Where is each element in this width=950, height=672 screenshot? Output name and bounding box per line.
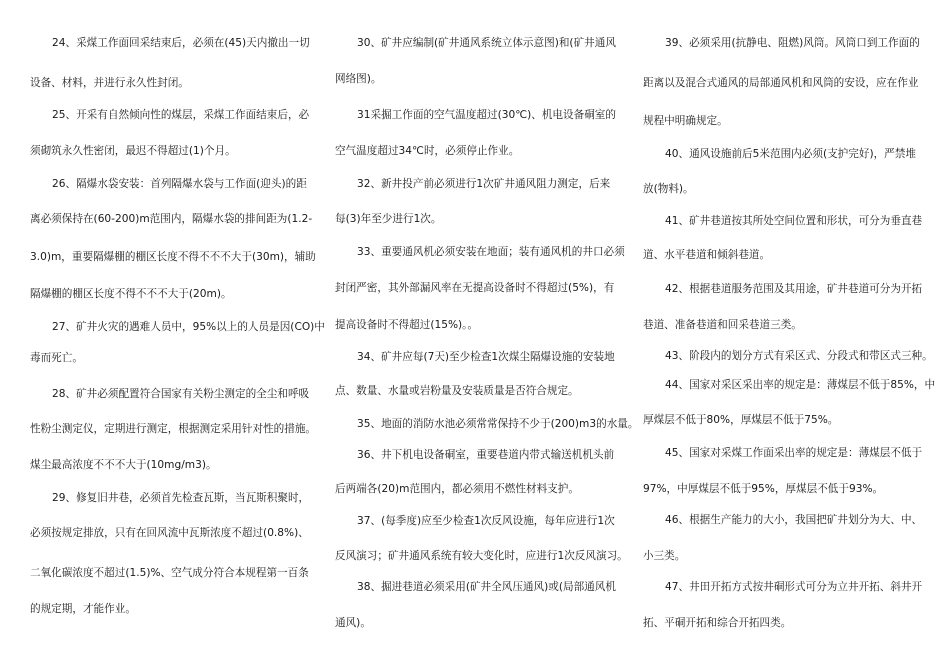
text-line: 后两端各(20)m范围内，都必须用不燃性材料支护。 [335,483,579,495]
text-line: 规程中明确规定。 [643,115,728,127]
text-line: 3.0)m，重要隔爆棚的棚区长度不得不不不大于(30m)，辅助 [30,251,316,263]
text-line: 43、阶段内的划分方式有采区式、分段式和带区式三种。 [665,350,933,362]
text-line: 必须按规定排放，只有在回风流中瓦斯浓度不超过(0.8%)、 [30,527,309,539]
text-line: 30、矿井应编制(矿井通风系统立体示意图)和(矿井通风 [357,37,616,49]
text-line: 点、数量、水量或岩粉量及安装质量是否符合规定。 [335,385,579,397]
text-line: 45、国家对采煤工作面采出率的规定是：薄煤层不低于 [665,447,923,459]
text-line: 须砌筑永久性密闭，最迟不得超过(1)个月。 [30,145,236,157]
text-line: 32、新井投产前必须进行1次矿井通风阻力测定，后来 [357,178,611,190]
text-line: 设备、材料，并进行永久性封闭。 [30,77,189,89]
text-line: 的规定期，才能作业。 [30,603,136,615]
text-line: 42、根据巷道服务范围及其用途，矿井巷道可分为开拓 [665,283,923,295]
text-line: 提高设备时不得超过(15%)。。 [335,319,479,331]
text-line: 28、矿井必须配置符合国家有关粉尘测定的全尘和呼吸 [52,388,310,400]
text-line: 41、矿井巷道按其所处空间位置和形状，可分为垂直巷 [665,215,923,227]
text-line: 44、国家对采区采出率的规定是：薄煤层不低于85%，中 [665,379,936,391]
text-line: 27、矿井火灾的遇难人员中，95%以上的人员是因(CO)中 [52,321,325,333]
text-line: 毒而死亡。 [30,352,83,364]
text-line: 36、井下机电设备硐室，重要巷道内带式输送机机头前 [357,449,615,461]
text-line: 隔爆棚的棚区长度不得不不不大于(20m)。 [30,288,232,300]
text-line: 38、掘进巷道必须采用(矿井全风压通风)或(局部通风机 [357,581,616,593]
text-line: 25、开采有自然倾向性的煤层，采煤工作面结束后，必 [52,109,310,121]
text-line: 距离以及混合式通风的局部通风机和风筒的安设，应在作业 [643,77,919,89]
text-line: 性粉尘测定仪，定期进行测定，根据测定采用针对性的措施。 [30,423,317,435]
text-line: 97%，中厚煤层不低于95%，厚煤层不低于93%。 [643,483,884,495]
text-line: 离必须保持在(60-200)m范围内，隔爆水袋的排间距为(1.2- [30,213,313,225]
text-line: 24、采煤工作面回采结束后，必须在(45)天内撤出一切 [52,37,310,49]
text-line: 煤尘最高浓度不不不大于(10mg/m3)。 [30,459,217,471]
text-line: 拓、平硐开拓和综合开拓四类。 [643,617,792,629]
text-line: 47、井田开拓方式按井硐形式可分为立井开拓、斜井开 [665,581,923,593]
text-line: 放(物料)。 [643,183,694,195]
text-line: 道、水平巷道和倾斜巷道。 [643,249,771,261]
text-line: 46、根据生产能力的大小，我国把矿井划分为大、中、 [665,514,923,526]
text-line: 37、(每季度)应至少检查1次反风设施，每年应进行1次 [357,515,615,527]
text-line: 34、矿井应每(7天)至少检查1次煤尘隔爆设施的安装地 [357,351,615,363]
text-line: 39、必须采用(抗静电、阻燃)风筒。风筒口到工作面的 [665,37,920,49]
text-line: 26、隔爆水袋安装：首列隔爆水袋与工作面(迎头)的距 [52,178,307,190]
text-line: 40、通风设施前后5米范围内必须(支护完好)，严禁堆 [665,148,916,160]
text-line: 巷道、准备巷道和回采巷道三类。 [643,319,802,331]
text-line: 33、重要通风机必须安装在地面；装有通风机的井口必须 [357,246,625,258]
text-line: 网络图)。 [335,73,382,85]
text-line: 封闭严密，其外部漏风率在无提高设备时不得超过(5%)，有 [335,282,615,294]
text-line: 每(3)年至少进行1次。 [335,213,442,225]
text-line: 31采掘工作面的空气温度超过(30℃)、机电设备硐室的 [357,109,616,121]
text-line: 小三类。 [643,550,686,562]
text-line: 35、地面的消防水池必须常常保持不少于(200)m3的水量。 [357,418,639,430]
text-line: 厚煤层不低于80%，厚煤层不低于75%。 [643,414,839,426]
text-line: 二氧化碳浓度不超过(1.5)%、空气成分符合本规程第一百条 [30,567,309,579]
text-line: 通风)。 [335,617,371,629]
text-line: 反风演习；矿井通风系统有较大变化时，应进行1次反风演习。 [335,550,628,562]
text-line: 29、修复旧井巷，必须首先检查瓦斯，当瓦斯积聚时， [52,492,310,504]
text-line: 空气温度超过34℃时，必须停止作业。 [335,145,520,157]
